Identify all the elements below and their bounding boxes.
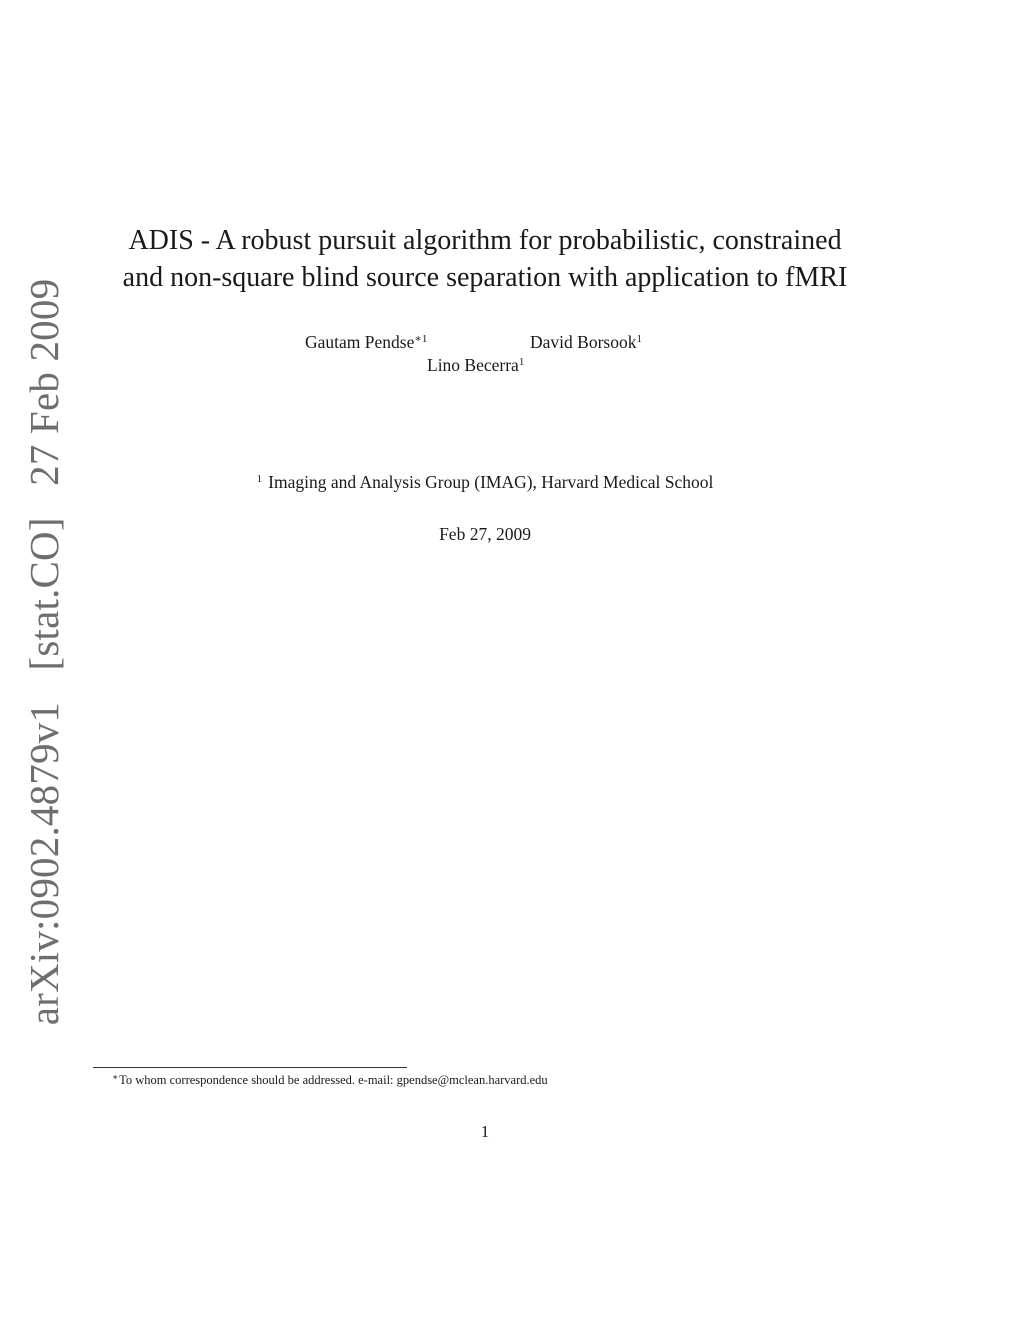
- author-lino-becerra: [427, 355, 524, 376]
- arxiv-identifier-stamp: [20, 279, 68, 1026]
- author-gautam-pendse: [305, 332, 427, 353]
- publication-date: Feb 27, 2009: [439, 524, 531, 544]
- paper-title-line-1: ADIS - A robust pursuit algorithm for probabilistic, constrained: [128, 225, 842, 256]
- footnote-text: To whom correspondence should be addressed. e-mail: gpendse@mclean.harvard.edu: [119, 1073, 548, 1087]
- author-david-borsook: [530, 332, 642, 353]
- paper-title: [60, 222, 910, 296]
- correspondence-footnote: [112, 1073, 548, 1088]
- author-affiliation-mark: 1: [636, 332, 642, 345]
- arxiv-date: 27 Feb 2009: [21, 278, 67, 486]
- affiliation: [60, 472, 910, 493]
- page-number: 1: [480, 1122, 490, 1141]
- affiliation-mark: 1: [256, 472, 263, 485]
- author-affiliation-mark: 1: [518, 355, 525, 368]
- arxiv-id: arXiv:0902.4879v1: [21, 701, 67, 1026]
- author-name: David Borsook: [530, 332, 637, 352]
- paper-title-line-2: and non-square blind source separation with application to fMRI: [122, 262, 848, 293]
- affiliation-text: Imaging and Analysis Group (IMAG), Harvard Medical School: [268, 472, 714, 492]
- arxiv-category: [stat.CO]: [21, 517, 67, 671]
- author-affiliation-mark: ∗1: [414, 332, 428, 345]
- footnote-mark: ∗: [112, 1071, 119, 1082]
- author-list: [0, 332, 1024, 375]
- author-name: Gautam Pendse: [305, 332, 415, 352]
- footnote-divider: [93, 1067, 407, 1068]
- author-name: Lino Becerra: [427, 355, 519, 375]
